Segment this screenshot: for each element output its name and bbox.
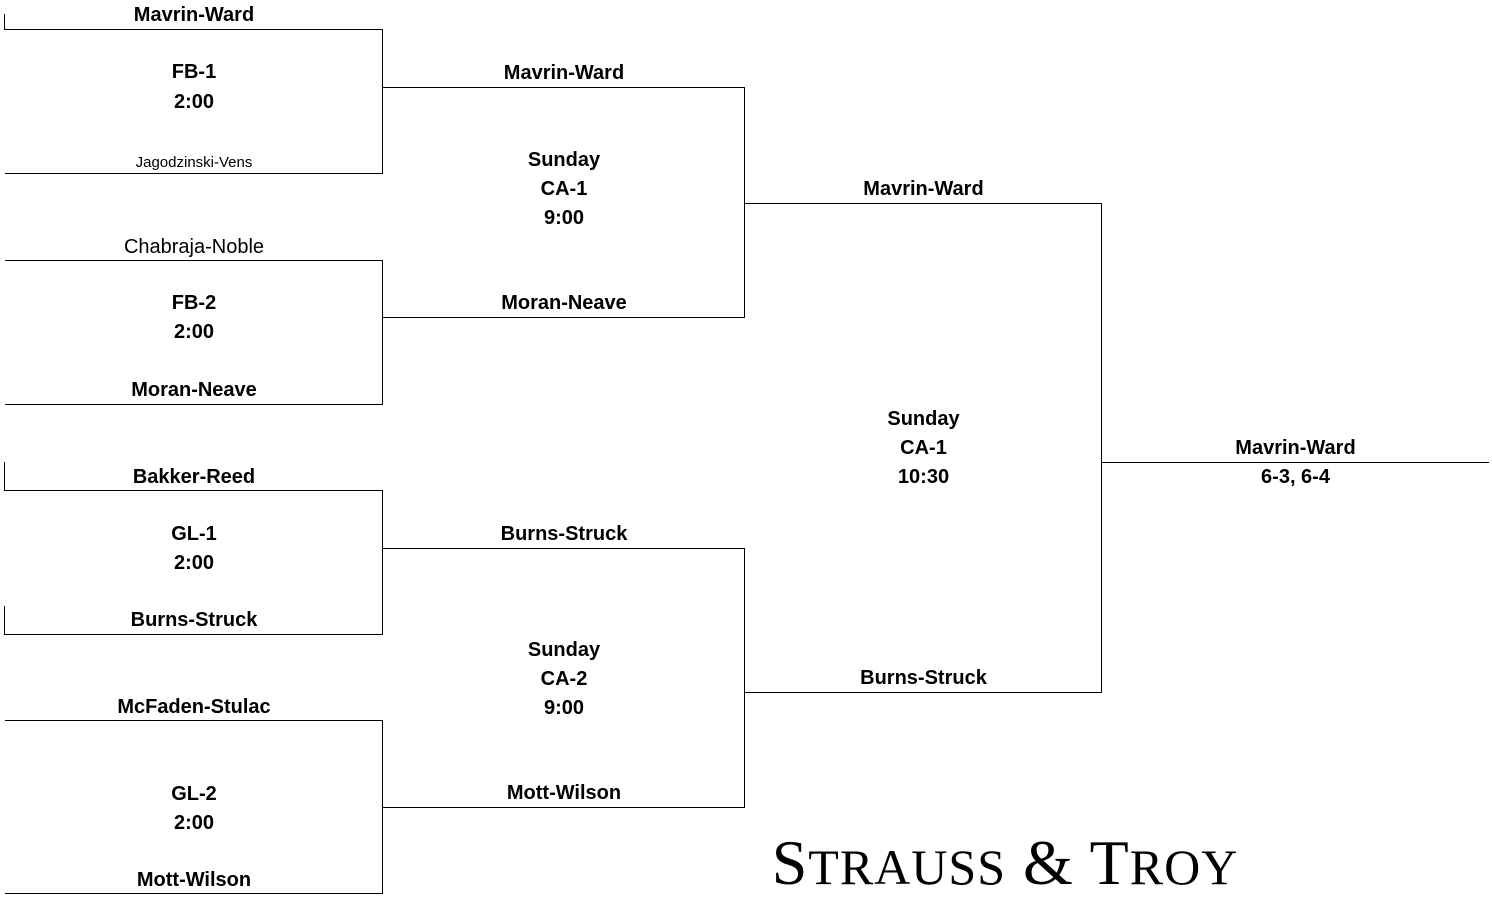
r2-court-2: CA-2 xyxy=(540,668,588,690)
logo-first-rest: TRAUSS xyxy=(808,839,1007,895)
r1-match-4: GL-2 xyxy=(171,783,217,805)
final-day: Sunday xyxy=(887,408,960,430)
r1-team-bottom-1: Jagodzinski-Vens xyxy=(135,154,253,171)
r1-time-1: 2:00 xyxy=(173,91,215,113)
r1-team-top-2: Chabraja-Noble xyxy=(123,236,265,258)
r2-team-bottom-2: Mott-Wilson xyxy=(506,782,622,804)
r2-day-2: Sunday xyxy=(527,639,601,661)
r1-time-2: 2:00 xyxy=(173,321,215,343)
final-team-top: Mavrin-Ward xyxy=(863,178,984,200)
logo-second-initial: T xyxy=(1089,827,1130,898)
strauss-troy-logo xyxy=(770,828,1240,902)
champion-score: 6-3, 6-4 xyxy=(1261,466,1330,488)
champion-name: Mavrin-Ward xyxy=(1235,437,1356,459)
final-time: 10:30 xyxy=(897,466,950,488)
r1-time-4: 2:00 xyxy=(173,812,215,834)
r2-team-top-1: Mavrin-Ward xyxy=(503,62,625,84)
r1-team-top-4: McFaden-Stulac xyxy=(117,696,271,718)
r2-court-1: CA-1 xyxy=(540,178,588,200)
r1-team-bottom-3: Burns-Struck xyxy=(130,609,258,631)
final-court: CA-1 xyxy=(900,437,947,459)
r1-match-2: FB-2 xyxy=(171,292,217,314)
r2-day-1: Sunday xyxy=(527,149,601,171)
r1-team-bottom-2: Moran-Neave xyxy=(131,379,257,401)
r1-match-1: FB-1 xyxy=(171,61,217,83)
logo-ampersand: & xyxy=(1023,827,1074,898)
r2-team-bottom-1: Moran-Neave xyxy=(501,292,627,314)
r2-team-top-2: Burns-Struck xyxy=(500,523,628,545)
r1-time-3: 2:00 xyxy=(173,552,215,574)
r1-team-top-1: Mavrin-Ward xyxy=(133,4,255,26)
r1-match-3: GL-1 xyxy=(171,523,217,545)
r1-team-bottom-4: Mott-Wilson xyxy=(136,869,252,891)
r2-time-2: 9:00 xyxy=(543,697,585,719)
final-team-bottom: Burns-Struck xyxy=(860,667,987,689)
logo-first-initial: S xyxy=(771,827,809,898)
logo-second-rest: ROY xyxy=(1129,839,1239,895)
r1-team-top-3: Bakker-Reed xyxy=(132,466,256,488)
r2-time-1: 9:00 xyxy=(543,207,585,229)
